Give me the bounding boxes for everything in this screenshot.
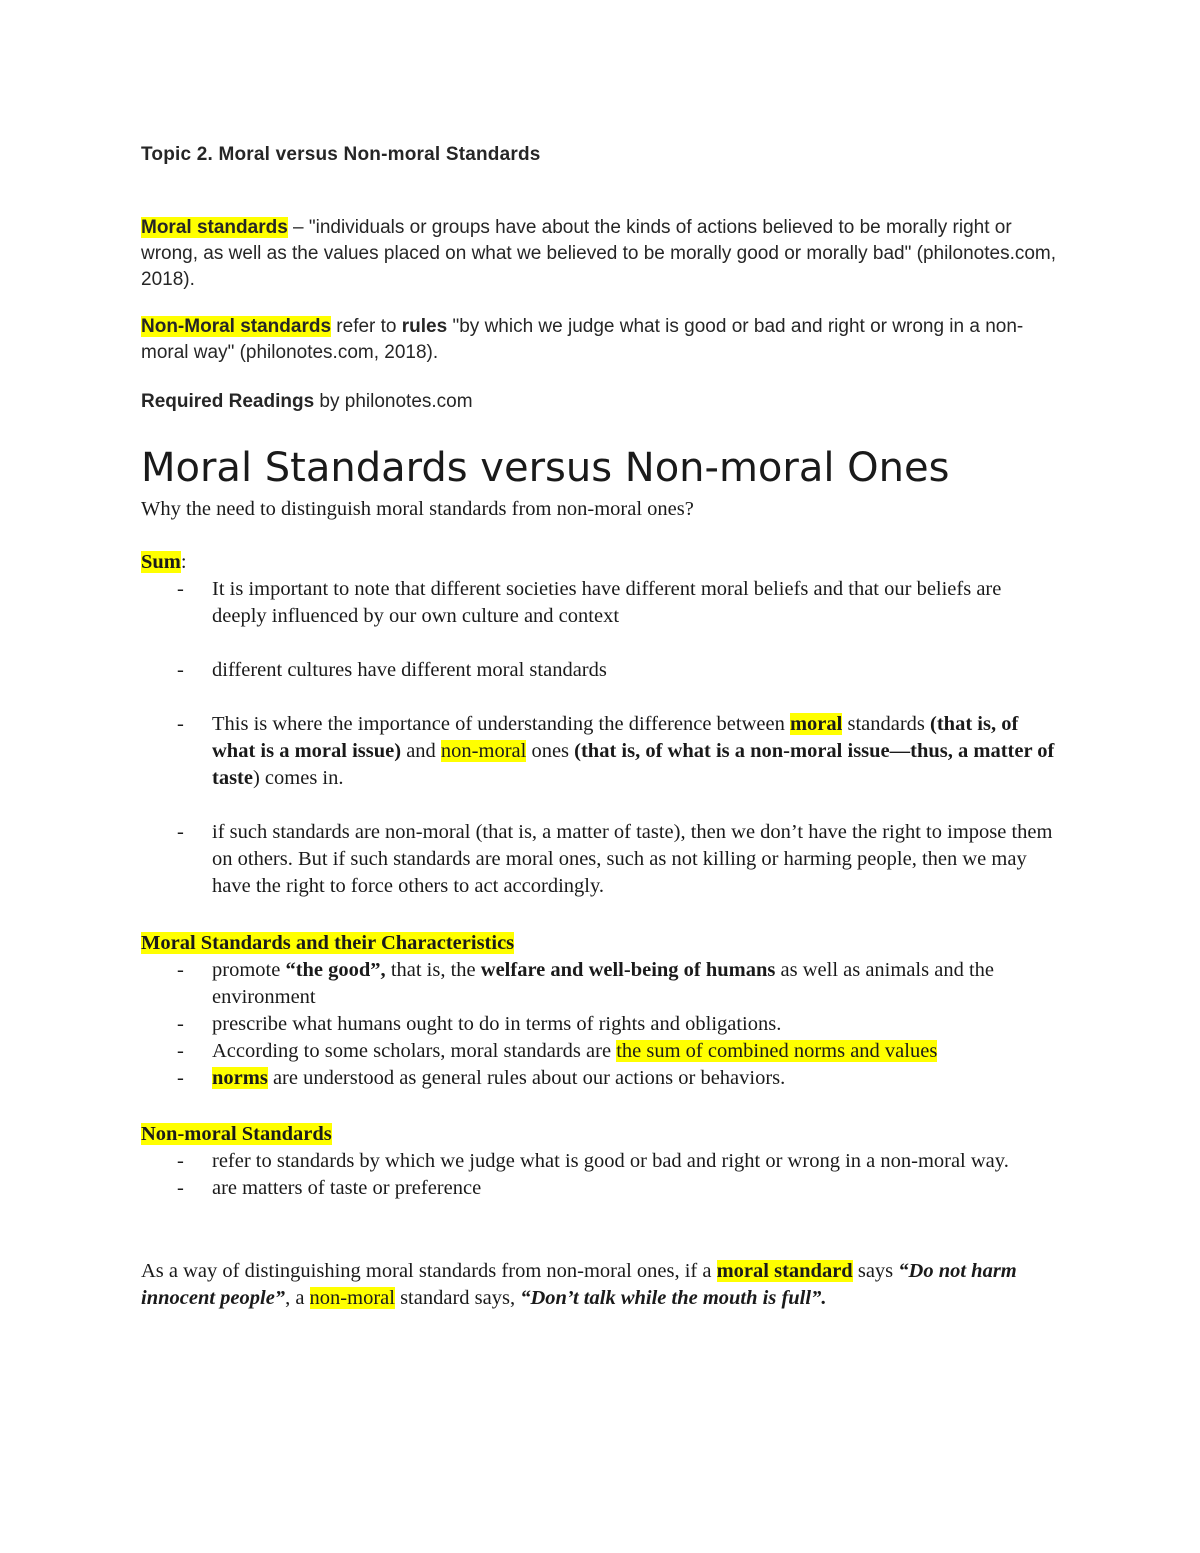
nonmoral-issue-bold: (that is, of what is a non-moral issue—thus, a matter of taste xyxy=(212,740,1055,789)
sum-colon: : xyxy=(180,551,187,573)
list-item xyxy=(141,1038,1061,1065)
topic-title: Topic 2. Moral versus Non-moral Standards xyxy=(141,144,541,165)
sum-label: Sum xyxy=(141,551,181,573)
closing-text: standard says, xyxy=(394,1287,521,1309)
characteristics-heading xyxy=(141,930,1061,957)
sum-item-text: ) comes in. xyxy=(252,767,344,789)
list-item xyxy=(141,819,1061,900)
sum-item-text: standards xyxy=(842,713,931,735)
norms-highlight: norms xyxy=(212,1067,268,1089)
sum-item-text: ones xyxy=(526,740,575,762)
moral-standards-definition xyxy=(141,215,1061,293)
nonmoral-standards-list xyxy=(141,1148,1061,1202)
main-title: Moral Standards versus Non-moral Ones xyxy=(141,445,950,491)
sum-list xyxy=(141,576,1061,927)
the-good-bold: “the good”, xyxy=(285,959,386,981)
moral-standard-highlight: moral standard xyxy=(716,1260,853,1282)
moral-issue-bold: (that is, of what is a moral issue) xyxy=(212,713,1019,762)
nonmoral-standards-definition xyxy=(141,314,1061,366)
nonmoral-standards-label: Non-moral Standards xyxy=(141,1123,332,1145)
closing-paragraph xyxy=(141,1258,1061,1312)
nonmoral-pre-text: refer to xyxy=(331,316,402,337)
welfare-bold: welfare and well-being of humans xyxy=(480,959,776,981)
nonmoral-standards-text: "by which we judge what is good or bad and right or wrong in a non-moral way" (philonotes.com, 2018). xyxy=(141,316,1024,363)
sum-item-text: It is important to note that different societies have different moral beliefs and that our beliefs are deeply influenced by our own culture and context xyxy=(212,578,1002,627)
nonmoral-closing-highlight: non-moral xyxy=(309,1287,395,1309)
list-item xyxy=(141,1148,1061,1175)
sum-item-text: if such standards are non-moral (that is, a matter of taste), then we don’t have the right to impose them on others. But if such standards are moral ones, such as not killing or harming people, then we may have the right to force others to act accordingly. xyxy=(212,821,1053,897)
sum-item-text: This is where the importance of understanding the difference between xyxy=(212,713,790,735)
list-item xyxy=(141,657,1061,684)
list-item xyxy=(141,1065,1061,1092)
required-readings-label: Required Readings xyxy=(141,391,315,412)
sum-item-text: different cultures have different moral standards xyxy=(212,659,607,681)
sum-heading xyxy=(141,549,1061,576)
char-item-text: are understood as general rules about our actions or behaviors. xyxy=(267,1067,786,1089)
characteristics-list xyxy=(141,957,1061,1092)
char-item-text: as well as animals and the environment xyxy=(212,959,994,1008)
sum-item-text: and xyxy=(401,740,441,762)
required-readings xyxy=(141,389,1061,415)
nonmoral-standards-heading xyxy=(141,1121,1061,1148)
list-item xyxy=(141,1011,1061,1038)
required-readings-source: by philonotes.com xyxy=(314,391,473,412)
list-item xyxy=(141,1175,1061,1202)
rules-term: rules xyxy=(401,316,448,337)
list-item xyxy=(141,576,1061,630)
nm-item-text: refer to standards by which we judge what is good or bad and right or wrong in a non-moral way. xyxy=(212,1150,1009,1172)
dont-talk-quote: “Don’t talk while the mouth is full”. xyxy=(520,1287,827,1309)
closing-text: , a xyxy=(285,1287,310,1309)
char-item-text: promote xyxy=(212,959,286,981)
characteristics-label: Moral Standards and their Characteristics xyxy=(141,932,515,954)
moral-standards-term: Moral standards xyxy=(141,217,288,238)
char-item-text: According to some scholars, moral standards are xyxy=(212,1040,617,1062)
moral-standards-text: – "individuals or groups have about the kinds of actions believed to be morally right or wrong, as well as the values placed on what we believed to be morally good or morally bad" (philonotes.com, 2018). xyxy=(141,217,1057,290)
closing-text: says xyxy=(852,1260,899,1282)
nm-item-text: are matters of taste or preference xyxy=(212,1177,482,1199)
do-not-harm-quote: “Do not harm innocent people” xyxy=(141,1260,1017,1309)
nonmoral-standards-term: Non-Moral standards xyxy=(141,316,332,337)
list-item xyxy=(141,957,1061,1011)
char-item-text: prescribe what humans ought to do in terms of rights and obligations. xyxy=(212,1013,782,1035)
norms-values-highlight: the sum of combined norms and values xyxy=(616,1040,938,1062)
subtitle-question: Why the need to distinguish moral standards from non-moral ones? xyxy=(141,498,694,520)
char-item-text: that is, the xyxy=(385,959,481,981)
closing-text: As a way of distinguishing moral standards from non-moral ones, if a xyxy=(141,1260,717,1282)
nonmoral-highlight: non-moral xyxy=(440,740,527,762)
moral-highlight: moral xyxy=(789,713,843,735)
list-item xyxy=(141,711,1061,792)
